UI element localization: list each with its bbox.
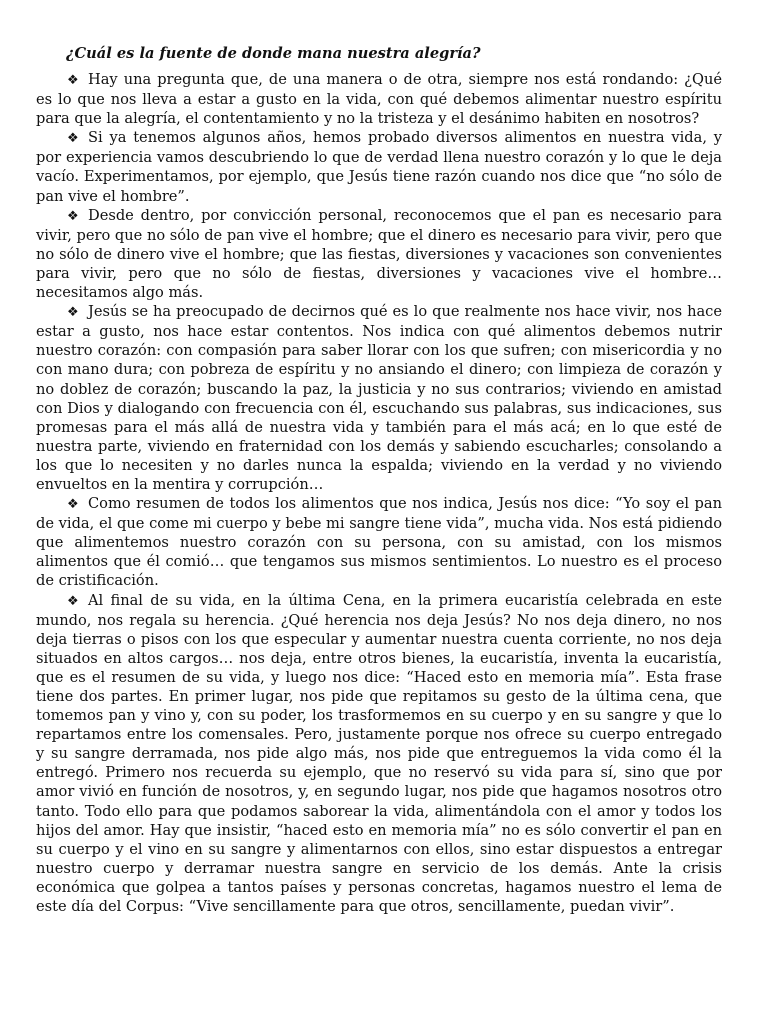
paragraph-text: Al final de su vida, en la última Cena, en la primera eucaristía celebrada en este mundo, nos regala su herencia. ¿Qué herencia nos deja Jesús? No nos deja dinero, no nos deja tierras o pisos con los que especular y aumentar nuestra cuenta corriente, no nos deja situados en altos cargos… nos deja, entre otros bienes, la eucaristía, inventa la eucaristía, que es el resumen de su vida, y luego nos dice: “Haced esto en memoria mía”. Esta frase tiene dos partes. En primer lugar, nos pide que repitamos su gesto de la última cena, que tomemos pan y vino y, con su poder, los trasformemos en su cuerpo y en su sangre y que lo repartamos entre los comensales. Pero, justamente porque nos ofrece su cuerpo entregado y su sangre derramada, nos pide algo más, nos pide que entreguemos la vida como él la entregó. Primero nos recuerda su ejemplo, que no reservó su vida para sí, sino que por amor vivió en función de nosotros, y, en segundo lugar, nos pide que hagamos nosotros otro tanto. Todo ello para que podamos saborear la vida, alimentándola con el amor y todos los hijos del amor. Hay que insistir, “haced esto en memoria mía” no es sólo convertir el pan en su cuerpo y el vino en su sangre y alimentarnos con ellos, sino estar dispuestos a entregar nuestro cuerpo y derramar nuestra sangre en servicio de los demás. Ante la crisis económica que golpea a tantos países y personas concretas, hagamos nuestro el lema de este día del Corpus: “Vive sencillamente para que otros, sencillamente, puedan vivir”. xyxy=(36,591,722,916)
paragraph-3 xyxy=(36,206,722,302)
document-page xyxy=(36,44,722,916)
diamond-bullet-icon: ❖ xyxy=(67,305,79,321)
paragraph-5 xyxy=(36,494,722,590)
diamond-bullet-icon: ❖ xyxy=(67,208,79,224)
paragraph-2 xyxy=(36,128,722,205)
paragraph-text: Como resumen de todos los alimentos que nos indica, Jesús nos dice: “Yo soy el pan de vida, el que come mi cuerpo y bebe mi sangre tiene vida”, mucha vida. Nos está pidiendo que alimentemos nuestro corazón con su persona, con su amistad, con los mismos alimentos que él comió… que tengamos sus mismos sentimientos. Lo nuestro es el proceso de cristificación. xyxy=(36,495,722,590)
paragraph-6 xyxy=(36,591,722,917)
paragraph-1 xyxy=(36,70,722,128)
diamond-bullet-icon: ❖ xyxy=(67,497,79,513)
paragraph-text: Jesús se ha preocupado de decirnos qué es lo que realmente nos hace vivir, nos hace estar a gusto, nos hace estar contentos. Nos indica con qué alimentos debemos nutrir nuestro corazón: con compasión para saber llorar con los que sufren; con misericordia y no con mano dura; con pobreza de espíritu y no ansiando el dinero; con limpieza de corazón y no doblez de corazón; buscando la paz, la justicia y no sus contrarios; viviendo en amistad con Dios y dialogando con frecuencia con él, escuchando sus palabras, sus indicaciones, sus promesas para el más allá de nuestra vida y también para el más acá; en lo que esté de nuestra parte, viviendo en fraternidad con los demás y sabiendo escucharles; consolando a los que lo necesiten y no darles nunca la espalda; viviendo en la verdad y no viviendo envueltos en la mentira y corrupción… xyxy=(36,303,722,493)
document-title: ¿Cuál es la fuente de donde mana nuestra alegría? xyxy=(66,45,481,62)
diamond-bullet-icon: ❖ xyxy=(67,593,79,609)
paragraph-text: Si ya tenemos algunos años, hemos probado diversos alimentos en nuestra vida, y por experiencia vamos descubriendo lo que de verdad llena nuestro corazón y lo que le deja vacío. Experimentamos, por ejemplo, que Jesús tiene razón cuando nos dice que “no sólo de pan vive el hombre”. xyxy=(36,129,722,205)
diamond-bullet-icon: ❖ xyxy=(67,73,79,88)
paragraph-text: Desde dentro, por convicción personal, reconocemos que el pan es necesario para vivir, pero que no sólo de pan vive el hombre; que el dinero es necesario para vivir, pero que no sólo de dinero vive el hombre; que las fiestas, diversiones y vacaciones son convenientes para vivir, pero que no sólo de fiestas, diversiones y vacaciones vive el hombre… necesitamos algo más. xyxy=(36,206,722,302)
paragraph-4 xyxy=(36,302,722,494)
paragraph-text: Hay una pregunta que, de una manera o de otra, siempre nos está rondando: ¿Qué es lo que nos lleva a estar a gusto en la vida, con qué debemos alimentar nuestro espíritu para que la alegría, el contentamiento y no la tristeza y el desánimo habiten en nosotros? xyxy=(36,71,722,128)
diamond-bullet-icon: ❖ xyxy=(67,131,79,147)
